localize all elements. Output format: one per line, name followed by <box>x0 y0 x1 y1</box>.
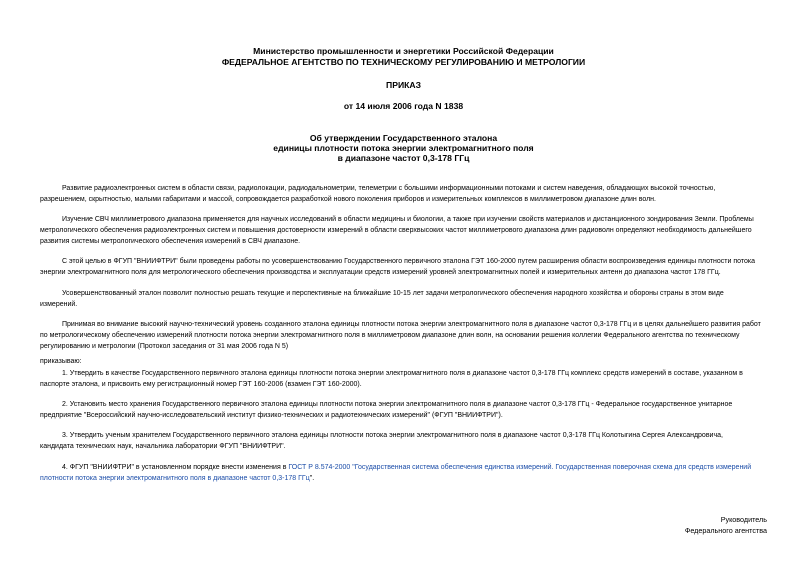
paragraph-line <box>40 462 767 473</box>
paragraph-line: развития системы метрологического обеспечения измерений в СВЧ диапазоне. <box>40 238 301 245</box>
gost-link[interactable]: ГОСТ Р 8.574-2000 "Государственная система обеспечения единства измерений. Государственная поверочная схема для средств измерений <box>288 464 752 471</box>
paragraph-4 <box>40 288 767 310</box>
agency-name: ФЕДЕРАЛЬНОЕ АГЕНТСТВО ПО ТЕХНИЧЕСКОМУ РЕГУЛИРОВАНИЮ И МЕТРОЛОГИИ <box>221 57 586 67</box>
gost-link-continuation[interactable]: плотности потока энергии электромагнитного поля в диапазоне частот 0,3-178 ГГц <box>40 475 310 482</box>
order-item-1 <box>40 368 767 390</box>
paragraph-line: Изучение СВЧ миллиметрового диапазона применяется для научных исследований в области медицины и биологии, а также при изучении свойств материалов и дистанционного зондирования Земли. Проблемы <box>62 216 754 223</box>
paragraph-line: по метрологическому обеспечению измерений плотности потока энергии электромагнитного поля в миллиметровом диапазоне длин волн, на основании решения коллегии Федерального агентства по техническому <box>40 332 740 339</box>
paragraph-line: Усовершенствованный эталон позволит полностью решать текущие и перспективные на ближайшие 10-15 лет задачи метрологического обеспечения народного хозяйства и обороны страны в этом виде <box>62 290 724 297</box>
paragraph-1 <box>40 183 767 205</box>
paragraph-line: измерений. <box>40 301 78 308</box>
paragraph-line <box>40 473 767 484</box>
paragraph-5 <box>40 319 767 352</box>
paragraph-line: кандидата технических наук, начальника лаборатории ФГУП "ВНИИФТРИ". <box>40 443 286 450</box>
paragraph-line: энергии электромагнитного поля для метрологического обеспечения производства и эксплуатации средств измерений уровней электромагнитных полей и измерительных антенн до диапазона частот 178 ГГц. <box>40 269 721 276</box>
paragraph-line: регулированию и метрологии (Протокол заседания от 31 мая 2006 года N 5) <box>40 343 289 350</box>
paragraph-line: предприятие "Всероссийский научно-исследовательский институт физико-технических и радиотехнических измерений" (ФГУП "ВНИИФТРИ"). <box>40 412 503 419</box>
paragraph-line: С этой целью в ФГУП "ВНИИФТРИ" были проведены работы по усовершенствованию Государственного первичного эталона ГЭТ 160-2000 путем расширения области воспроизведения единицы плотности потока <box>62 258 755 265</box>
document-title-line-1: Об утверждении Государственного эталона <box>309 133 498 143</box>
order-item-4 <box>40 462 767 484</box>
document-type: ПРИКАЗ <box>386 80 421 90</box>
order-word-text: приказываю: <box>40 358 82 365</box>
paragraph-line: метрологического обеспечения радиоэлектронных систем и повышения достоверности измерений в области сверхвысоких частот миллиметрового диапазона длин радиоволн определяют необходимость дальнейшего <box>40 227 752 234</box>
order-item-3 <box>40 430 767 452</box>
paragraph-line: 1. Утвердить в качестве Государственного первичного эталона единицы плотности потока энергии электромагнитного поля в диапазоне частот 0,3-178 ГГц комплекс средств измерений в составе, указанном в <box>62 370 743 377</box>
paragraph-line: Принимая во внимание высокий научно-технический уровень созданного эталона единицы плотности потока энергии электромагнитного поля в диапазоне частот 0,3-178 ГГц и в целях дальнейшего развития работ <box>62 321 761 328</box>
paragraph-2 <box>40 214 767 247</box>
paragraph-line: 3. Утвердить ученым хранителем Государственного первичного эталона единицы плотности потока энергии электромагнитного поля в диапазоне частот 0,3-178 ГГц Колотыгина Сергея Александровича, <box>62 432 723 439</box>
paragraph-line: паспорте эталона, и присвоить ему регистрационный номер ГЭТ 160-2006 (взамен ГЭТ 160-2000). <box>40 381 362 388</box>
paragraph-line: разрешением, скрытностью, малыми габаритами и массой, сопровождается разработкой нового поколения приборов и измерительных комплексов в миллиметровом диапазоне длин волн. <box>40 196 656 203</box>
order-item-4-prefix: 4. ФГУП "ВНИИФТРИ" в установленном порядке внести изменения в <box>62 464 289 471</box>
signature-title: Руководитель <box>720 515 767 524</box>
paragraph-line: 2. Установить место хранения Государственного первичного эталона единицы плотности потока энергии электромагнитного поля в диапазоне частот 0,3-178 ГГц - Федеральное государственное унитарное <box>62 401 733 408</box>
ministry-name: Министерство промышленности и энергетики Российской Федерации <box>253 46 554 56</box>
paragraph-line: Развитие радиоэлектронных систем в области связи, радиолокации, радиодальнометрии, телеметрии с большими информационными потоками и систем наведения, обладающих высокой точностью, <box>62 185 716 192</box>
document-date-number: от 14 июля 2006 года N 1838 <box>343 101 464 111</box>
order-item-2 <box>40 399 767 421</box>
order-word <box>40 356 767 367</box>
order-item-4-suffix: ". <box>309 475 315 482</box>
document-title-line-2: единицы плотности потока энергии электромагнитного поля <box>273 143 534 153</box>
signature-agency: Федерального агентства <box>684 526 767 535</box>
document-title-line-3: в диапазоне частот 0,3-178 ГГц <box>337 153 470 163</box>
paragraph-3 <box>40 256 767 278</box>
